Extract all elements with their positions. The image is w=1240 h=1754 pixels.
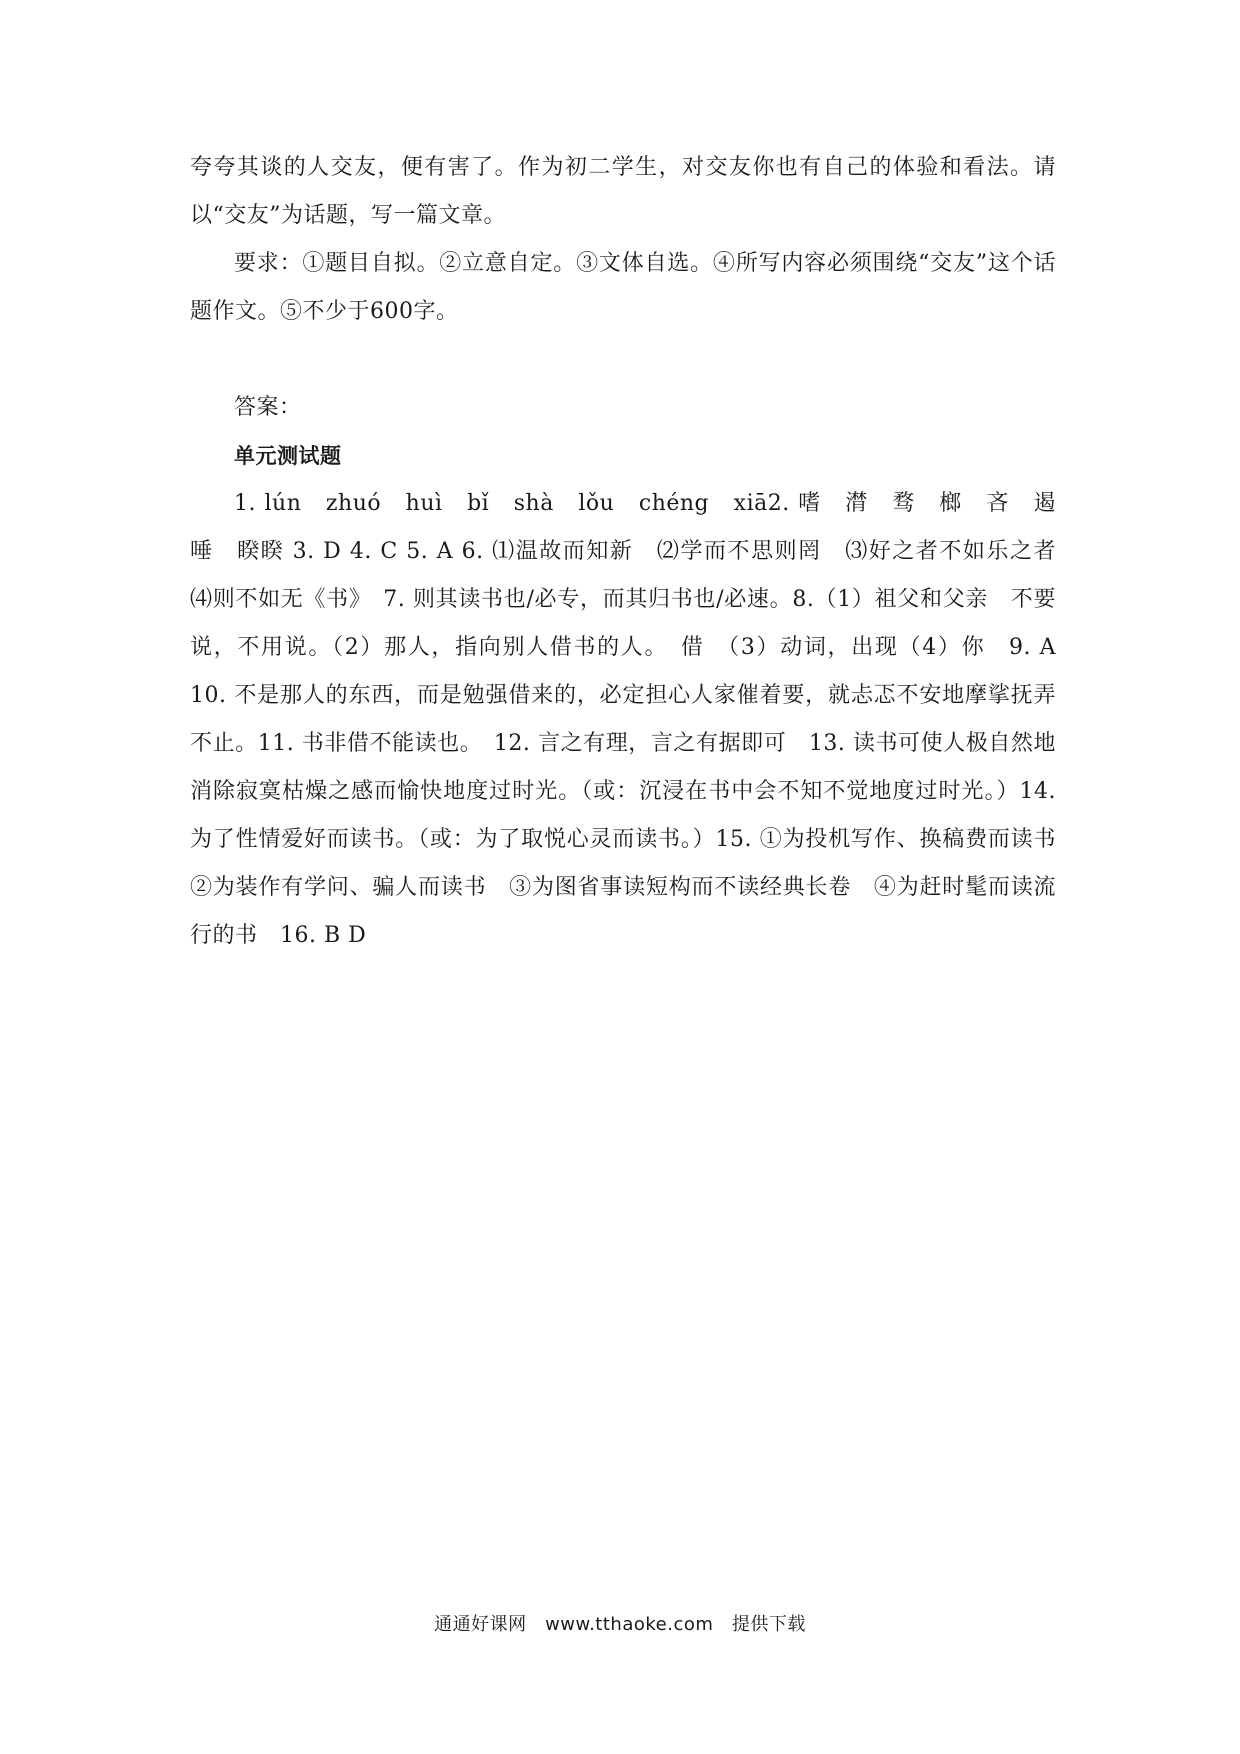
essay-requirements-paragraph: 要求：①题目自拟。②立意自定。③文体自选。④所写内容必须围绕“交友”这个话题作文。⑤不少于600字。 <box>190 251 1056 324</box>
section-title: 单元测试题 <box>234 444 342 468</box>
essay-prompt-paragraph: 夸夸其谈的人交友，便有害了。作为初二学生，对交友你也有自己的体验和看法。请以“交友”为话题，写一篇文章。 <box>190 155 1056 228</box>
page-content <box>190 144 1079 960</box>
answers-label: 答案： <box>234 395 302 420</box>
spacer <box>190 336 1056 384</box>
answers-body: 1. lún zhuó huì bǐ shà lǒu chéng xiā2. 嗜 潸 骛 榔 吝 遏 唾 睽睽 3. D 4. C 5. A 6. ⑴温故而知新 ⑵学而不思则罔 ⑶好之者不如乐之者 ⑷则不如无《书》 7. 则其读书也/必专，而其归书也/必速。8.（1）祖父和父亲 不要说，不用说。（2）那人，指向别人借书的人。 借 （3）动词，出现（4）你 9. A 10. 不是那人的东西，而是勉强借来的，必定担心人家催着要，就忐忑不安地摩挲抚弄不止。11. 书非借不能读也。 12. 言之有理，言之有据即可 13. 读书可使人极自然地消除寂寞枯燥之感而愉快地度过时光。（或：沉浸在书中会不知不觉地度过时光。）14. 为了性情爱好而读书。（或：为了取悦心灵而读书。）15. ①为投机写作、换稿费而读书 ②为装作有学问、骗人而读书 ③为图省事读短构而不读经典长卷 ④为赶时髦而读流行的书 16. B D <box>190 491 1079 948</box>
footer-text: 通通好课网 www.tthaoke.com 提供下载 <box>434 1614 806 1635</box>
